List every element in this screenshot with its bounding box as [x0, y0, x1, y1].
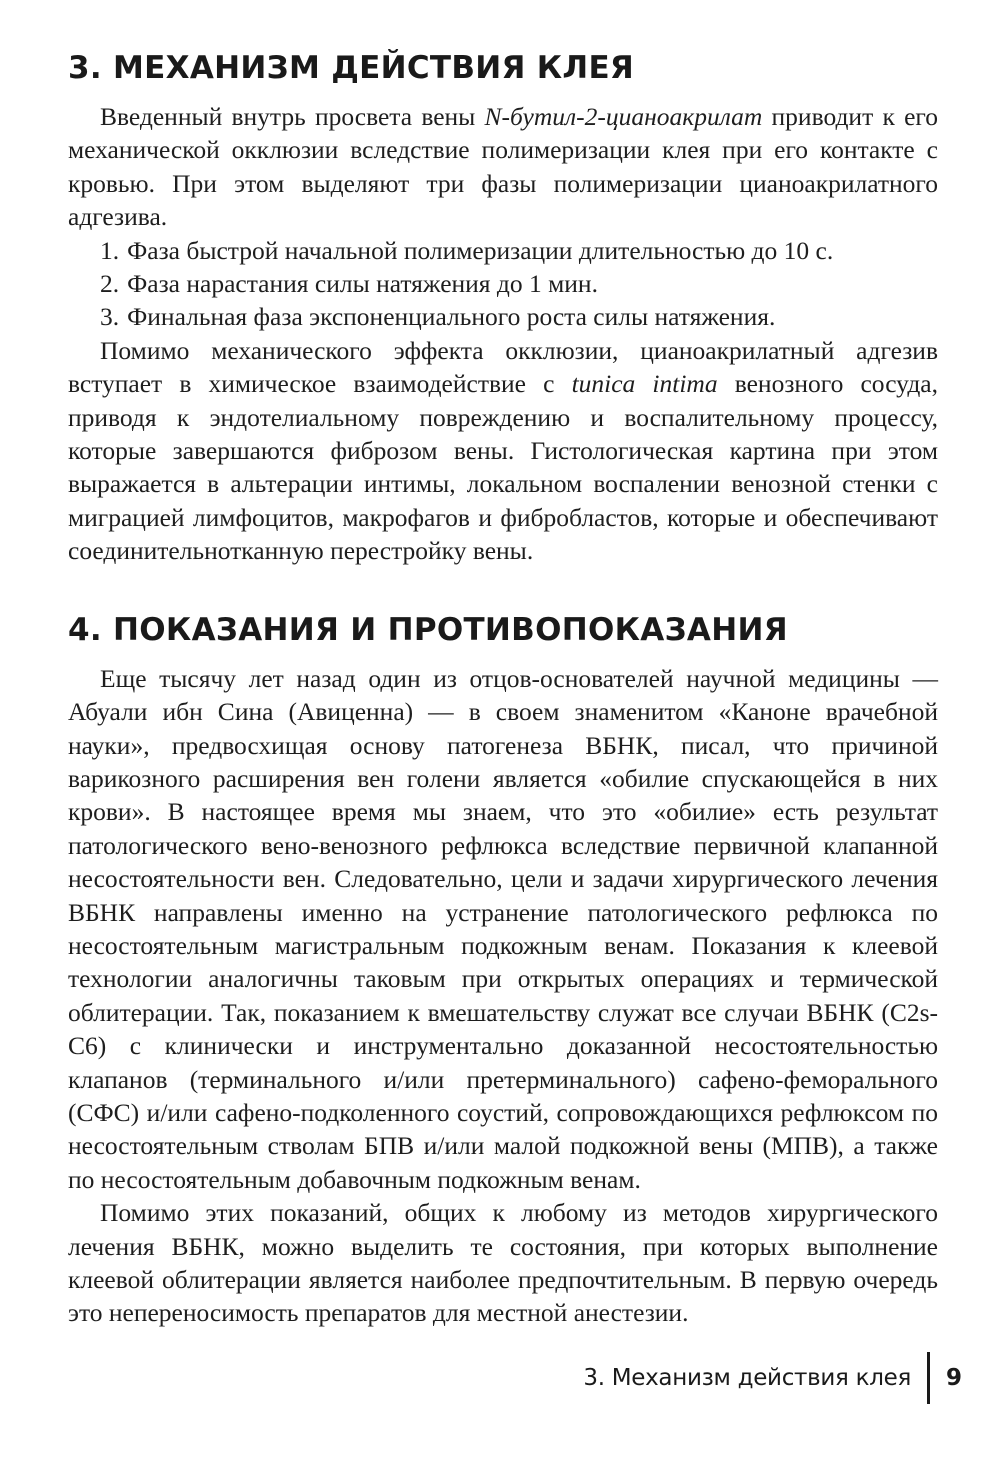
chemical-name: N-бутил-2-цианоакрилат — [484, 102, 763, 131]
latin-term: tunica intima — [571, 369, 718, 399]
list-number: 3. — [100, 302, 120, 332]
list-number: 1. — [100, 235, 120, 265]
list-text: Финальная фаза экспоненциального роста силы натяжения. — [127, 302, 776, 332]
section-4-paragraph-2: Помимо этих показаний, общих к любому из методов хирургического лечения ВБНК, можно выделить те состояния, при которых выполнение клеевой облитерации является наиболее предпочтительным. В первую очередь это непереносимость препаратов для местной анестезии. — [68, 1198, 938, 1328]
section-4-paragraph-1: Еще тысячу лет назад один из отцов-основателей научной медицины — Абуали ибн Сина (Авиценна) — в своем знаменитом «Каноне врачебной науки», предвосхищая основу патогенеза ВБНК, писал, что причиной варикозного расширения вен голени является «обилие спускающейся в них крови». В настоящее время мы знаем, что это «обилие» есть результат патологического вено-венозного рефлюкса вследствие первичной клапанной несостоятельности вен. Следовательно, цели и задачи хирургического лечения ВБНК направлены именно на устранение патологического рефлюкса по несостоятельным магистральным подкожным венам. Показания к клеевой технологии аналогичны таковым при открытых операциях и термической облитерации. Так, показанием к вмешательству служат все случаи ВБНК (C2s-C6) с клинически и инструментально доказанной несостоятельностью клапанов (терминального и/или претерминального) сафено-феморального (СФС) и/или сафено-подколенного соустий, сопровождающихся рефлюксом по несостоятельным стволам БПВ и/или малой подкожной вены (МПВ), а также по несостоятельным добавочным подкожным венам. — [68, 663, 938, 1194]
list-text: Фаза нарастания силы натяжения до 1 мин. — [127, 269, 598, 299]
section-3-paragraph-1 — [68, 100, 938, 234]
polymerization-phases-list — [68, 234, 938, 334]
page-number: 9 — [945, 1365, 962, 1391]
running-title: 3. Механизм действия клея — [583, 1365, 911, 1391]
para-text: Помимо механического эффекта окклюзии, цианоакрилатный адгезив вступает в химическое взаимодействие с — [68, 335, 938, 399]
para-text: венозного сосуда, приводя к эндотелиальному повреждению и воспалительному процессу, которые завершаются фиброзом вены. Гистологическая картина при этом выражается в альтерации интимы, локальном воспалении венозной стенки с миграцией лимфоцитов, макрофагов и фибробластов, которые и обеспечивают соединительнотканную перестройку вены. — [68, 369, 938, 566]
para-text: Введенный внутрь просвета вены — [100, 102, 485, 131]
page-content — [68, 48, 938, 1330]
section-3-heading: 3. МЕХАНИЗМ ДЕЙСТВИЯ КЛЕЯ — [68, 50, 635, 86]
list-text: Фаза быстрой начальной полимеризации длительностью до 10 с. — [127, 235, 834, 265]
list-item — [68, 267, 938, 300]
list-item — [68, 300, 938, 333]
list-number: 2. — [100, 269, 120, 299]
section-4-heading: 4. ПОКАЗАНИЯ И ПРОТИВОПОКАЗАНИЯ — [68, 611, 788, 648]
section-3-paragraph-2 — [68, 334, 938, 568]
para-text: приводит к его механической окклюзии вследствие полимеризации клея при его контакте с кровью. При этом выделяют три фазы полимеризации цианоакрилатного адгезива. — [68, 102, 938, 232]
page-footer — [583, 1352, 962, 1404]
list-item — [68, 234, 938, 267]
